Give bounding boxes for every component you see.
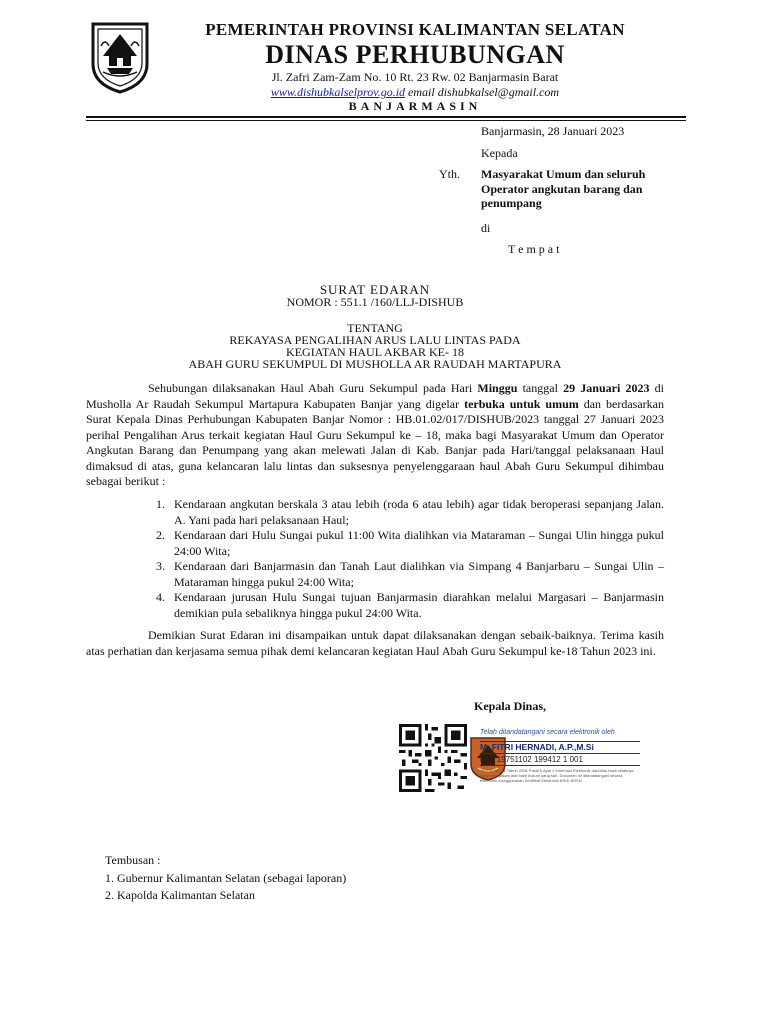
list-item: 3. Kendaraan dari Banjarmasin dan Tanah Laut dialihkan via Simpang 4 Banjarbaru – Sungai Ulin – Mataraman hingga pukul 24:00 Wita; [168,559,664,590]
letterhead-agency: DINAS PERHUBUNGAN [265,40,565,69]
instruction-list [86,497,664,621]
p1-date: 29 Januari 2023 [563,381,650,395]
signatory-nip: NIP. 19751102 199412 1 001 [480,754,640,766]
website-link[interactable]: www.dishubkalselprov.go.id [270,85,406,99]
qr-code-icon [399,724,467,792]
place-date: Banjarmasin, 28 Januari 2023 [481,124,625,138]
e-sign-note: Telah ditandatangani secara elektronik oleh [480,729,615,736]
p1-text-e: di Musholla Ar Raudah Sekumpul Martapura Kabupaten Banjar yang digelar [86,381,664,411]
email-text: email dishubkalsel@gmail.com [405,85,560,99]
recipient-line-2: Operator angkutan barang dan [481,182,643,196]
subject-line-1: REKAYASA PENGALIHAN ARUS LALU LINTAS PADA [229,333,521,347]
letter-number: NOMOR : 551.1 /160/LLJ-DISHUB [286,295,464,309]
letterhead-city: BANJARMASIN [348,99,482,113]
kepada-label: Kepada [481,146,518,160]
list-item: 2. Kapolda Kalimantan Selatan [105,888,255,902]
letterhead-rule-thin [86,120,686,121]
tembusan-block [105,852,346,905]
subject-line-3: ABAH GURU SEKUMPUL DI MUSHOLLA AR RAUDAH MARTAPURA [188,357,562,371]
electronic-signature-block [397,722,640,792]
letterhead-rule-thick [86,116,686,118]
letterhead [160,20,670,113]
letterhead-contact [160,85,670,99]
recipient-line-1: Masyarakat Umum dan seluruh [481,167,646,181]
signature-details [480,728,640,783]
p1-text-a: Sehubungan dilaksanakan Haul Abah Guru Sekumpul pada Hari [148,381,478,395]
p1-text-c: tanggal [517,381,564,395]
subject-line-2: KEGIATAN HAUL AKBAR KE- 18 [286,345,464,359]
list-item: 1. Kendaraan angkutan berskala 3 atau lebih (roda 6 atau lebih) agar tidak beroperasi sepanjang Jalan. A. Yani pada hari pelaksanaan Haul; [168,497,664,528]
p1-open-public: terbuka untuk umum [464,396,579,411]
province-emblem-icon [89,20,151,94]
yth-label: Yth. [439,167,460,181]
tempat-label: T e m p a t [508,242,560,256]
tembusan-label: Tembusan : [105,853,161,867]
list-item: 4. Kendaraan jurusan Hulu Sungai tujuan Banjarmasin diarahkan melalui Margasari – Banjarmasin demikian pula sebaliknya hingga pukul 24:00 Wita. [168,590,664,621]
signatory-name: M. FITRI HERNADI, A.P.,M.Si [480,741,640,754]
di-label: di [481,221,491,235]
signatory-title: Kepala Dinas, [474,699,547,713]
closing-paragraph: Demikian Surat Edaran ini disampaikan untuk dapat dilaksanakan dengan sebaik-baiknya. Terima kasih atas perhatian dan kerjasama semua pihak demi kelancaran kegiatan Haul Abah Guru Sekumpul ke-18 Tahun 2023 ini. [86,628,664,658]
letter-heading: SURAT EDARAN [319,282,431,297]
list-item: 2. Kendaraan dari Hulu Sungai pukul 11:00 Wita dialihkan via Mataraman – Sungai Ulin hingga pukul 24:00 Wita; [168,528,664,559]
list-item: 1. Gubernur Kalimantan Selatan (sebagai laporan) [105,870,347,885]
recipient-line-3: penumpang [481,196,542,210]
tentang-label: TENTANG [347,321,403,335]
body-paragraph [86,381,664,490]
p1-text-g: dan berdasarkan Surat Kepala Dinas Perhubungan Kabupaten Banjar Nomor : HB.01.02/017/DISHUB/2023 tanggal 27 Januari 2023 perihal Pengalihan Arus terkait kegiatan Haul Guru Sekumpul ke – 18, maka bagi Masyarakat Umum dan Operator Angkutan Barang dan Penumpang yang akan melewati Jalan di Kab. Banjar pada Hari/tanggal pelaksanaan Haul dimaksud di atas, guna kelancaran lalu lintas dan suksesnya penyelenggaraan haul Abah Guru Sekumpul dihimbau sebagai berikut : [86,396,665,488]
p1-day: Minggu [477,381,518,395]
e-sign-fine-print: UU ITE No. 11 Tahun 2008 Pasal 5 Ayat 1 Informasi Elektronik dan/atau hasil cetaknya yang merupakan alat bukti hukum yang sah. Dokumen ini ditandatangani secara elektronik menggunakan Sertifikat Elektronik BSrE-BSSN [480,768,634,783]
tembusan-list [105,870,346,905]
letterhead-government: PEMERINTAH PROVINSI KALIMANTAN SELATAN [205,20,625,39]
letterhead-address: Jl. Zafri Zam-Zam No. 10 Rt. 23 Rw. 02 Banjarmasin Barat [271,70,559,84]
